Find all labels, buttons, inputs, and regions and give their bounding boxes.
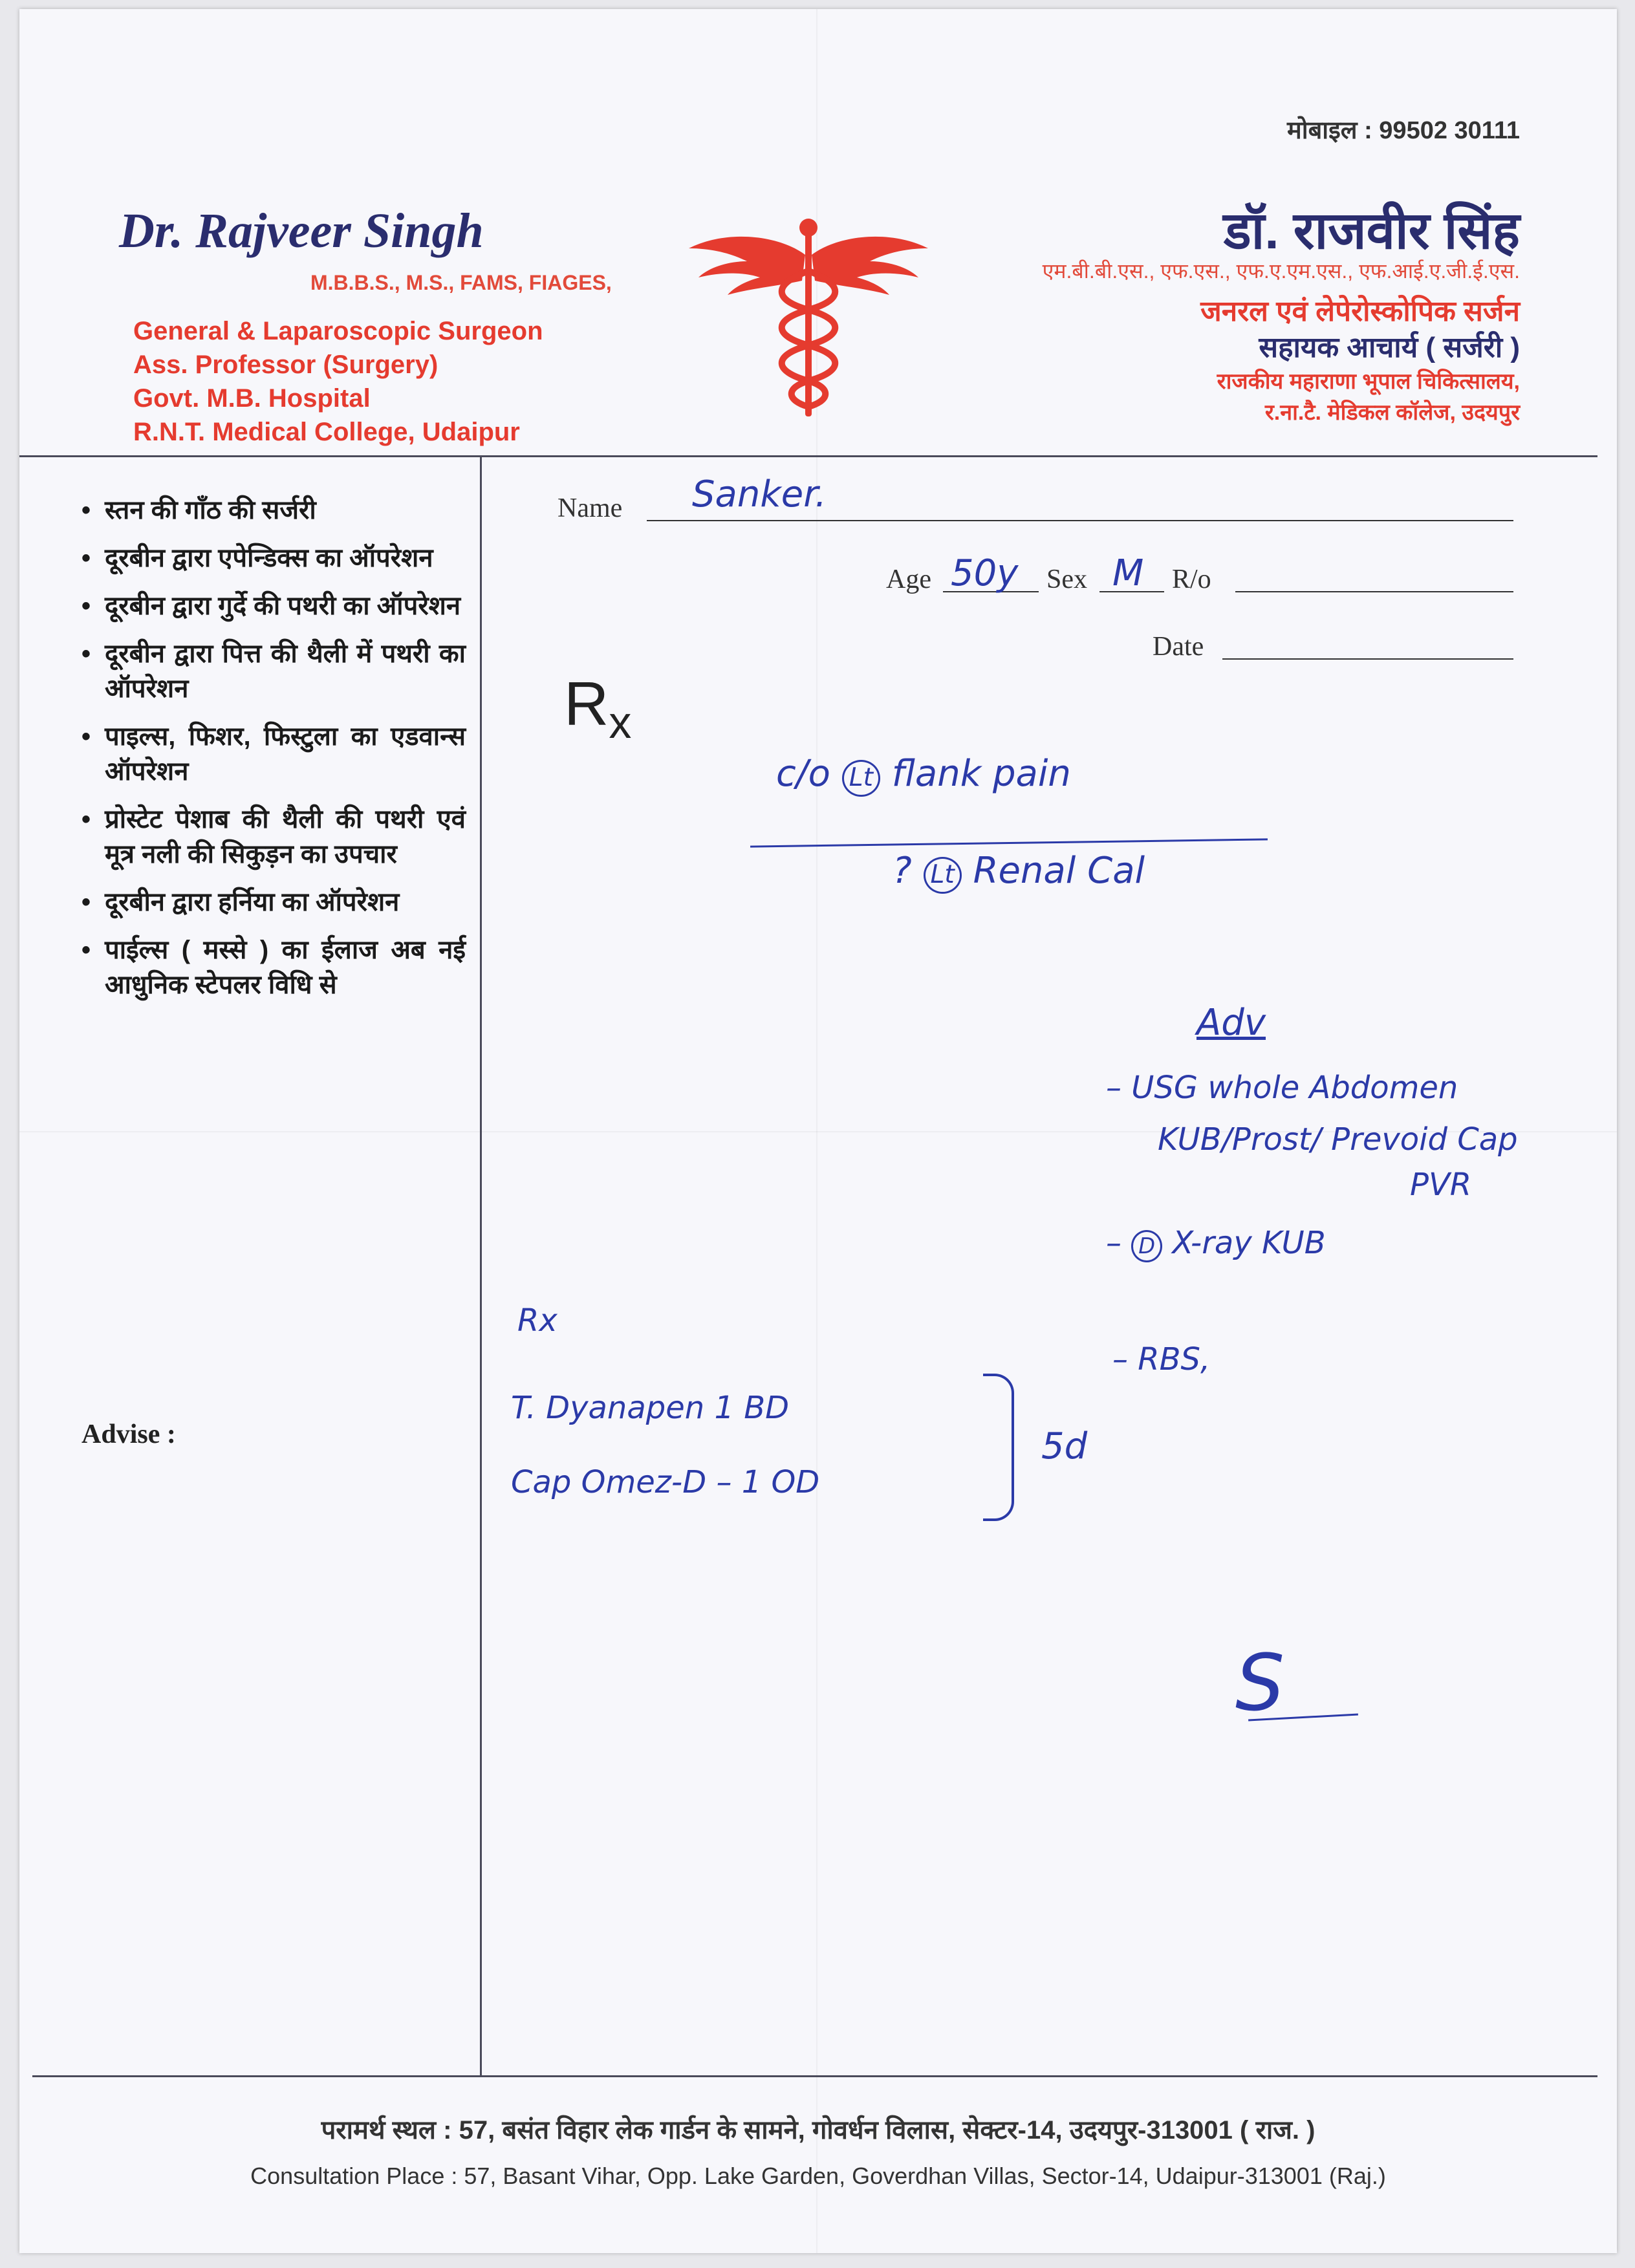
college-english: R.N.T. Medical College, Udaipur [133, 418, 520, 446]
degrees-english: M.B.B.S., M.S., FAMS, FIAGES, [310, 271, 612, 294]
footer-divider [32, 2075, 1597, 2077]
medication-duration: 5d [1041, 1425, 1088, 1467]
designation-english: General & Laparoscopic Surgeon [133, 317, 543, 345]
advice-pvr: PVR [1410, 1167, 1472, 1203]
footer-address-english: Consultation Place : 57, Basant Vihar, Opp. Lake Garden, Goverdhan Villas, Sector-14, Udaipur-313001 (Raj.) [250, 2163, 1386, 2189]
doctor-name-hindi: डॉ. राजवीर सिंह [1223, 202, 1520, 259]
hospital-english: Govt. M.B. Hospital [133, 384, 371, 413]
rx-letter: R [564, 669, 609, 739]
rx-handwritten: Rx [517, 1302, 558, 1339]
patient-age: 50y [951, 552, 1019, 594]
diagnosis-prefix: ? [893, 850, 912, 892]
complaint [776, 753, 1071, 797]
complaint-side: Lt [842, 760, 880, 797]
list-item: • स्तन की गाँठ की सर्जरी [78, 493, 466, 528]
diagnosis-text: Renal Cal [973, 850, 1145, 892]
rx-symbol [564, 669, 631, 748]
header-divider [19, 455, 1597, 457]
credentials-hindi [1200, 294, 1520, 428]
advice-xray [1106, 1225, 1326, 1262]
list-item: • दूरबीन द्वारा गुर्दे की पथरी का ऑपरेशन [78, 589, 466, 623]
patient-name: Sanker. [692, 473, 827, 515]
complaint-prefix: c/o [776, 753, 830, 795]
ro-label: R/o [1172, 565, 1211, 594]
list-item: • दूरबीन द्वारा हर्निया का ऑपरेशन [78, 885, 466, 920]
hospital-hindi: राजकीय महाराणा भूपाल चिकित्सालय, [1217, 369, 1520, 394]
college-hindi: र.ना.टै. मेडिकल कॉलेज, उदयपुर [1264, 400, 1520, 425]
credentials-english [133, 314, 543, 449]
list-item: • दूरबीन द्वारा पित्त की थैली में पथरी का ऑपरेशन [78, 636, 466, 706]
name-line [647, 520, 1513, 521]
ro-line [1235, 591, 1513, 592]
medication-1: T. Dyanapen 1 BD [511, 1390, 790, 1426]
list-item: • दूरबीन द्वारा एपेन्डिक्स का ऑपरेशन [78, 541, 466, 576]
mobile-number: मोबाइल : 99502 30111 [1287, 117, 1520, 144]
medication-2: Cap Omez-D – 1 OD [511, 1464, 820, 1500]
sex-label: Sex [1046, 565, 1087, 594]
list-item: • प्रोस्टेट पेशाब की थैली की पथरी एवं मूत्र नली की सिकुड़न का उपचार [78, 802, 466, 872]
advice-dash: – [1106, 1225, 1121, 1261]
patient-sex: M [1112, 552, 1144, 594]
provisional-diagnosis [893, 850, 1145, 894]
services-list [78, 493, 466, 1015]
underline [750, 838, 1268, 847]
advice-usg: – USG whole Abdomen [1106, 1070, 1458, 1106]
caduceus-icon [689, 210, 928, 416]
advice-heading: Adv [1196, 1002, 1266, 1044]
list-item: • पाइल्स, फिशर, फिस्टुला का एडवान्स ऑपरेशन [78, 719, 466, 789]
advice-usg-detail: KUB/Prost/ Prevoid Cap [1158, 1121, 1518, 1158]
footer-address-hindi: परामर्थ स्थल : 57, बसंत विहार लेक गार्डन के सामने, गोवर्धन विलास, सेक्टर-14, उदयपुर-313001 ( राज. ) [321, 2116, 1316, 2144]
position-hindi: सहायक आचार्य ( सर्जरी ) [1259, 332, 1520, 363]
name-label: Name [558, 493, 623, 523]
degrees-hindi: एम.बी.बी.एस., एफ.एस., एफ.ए.एम.एस., एफ.आई.ए.जी.ई.एस. [1042, 259, 1520, 283]
complaint-text: flank pain [891, 753, 1071, 795]
date-line [1222, 658, 1513, 660]
column-divider [480, 457, 482, 2077]
age-label: Age [886, 565, 931, 594]
doctor-name-english: Dr. Rajveer Singh [119, 204, 484, 258]
medication-brace [983, 1374, 1014, 1521]
date-label: Date [1153, 632, 1204, 662]
advice-xray-circle: D [1131, 1230, 1162, 1262]
advice-xray-text: X-ray KUB [1172, 1225, 1326, 1261]
list-item: • पाईल्स ( मस्से ) का ईलाज अब नई आधुनिक स्टेपलर विधि से [78, 933, 466, 1002]
designation-hindi: जनरल एवं लेपेरोस्कोपिक सर्जन [1200, 296, 1520, 327]
diagnosis-side: Lt [924, 857, 962, 894]
advice-rbs: – RBS, [1112, 1341, 1211, 1377]
prescription-sheet [19, 9, 1617, 2253]
signature: S [1235, 1639, 1285, 1729]
rx-subscript: x [609, 697, 632, 748]
position-english: Ass. Professor (Surgery) [133, 351, 439, 379]
advise-label: Advise : [81, 1420, 176, 1449]
